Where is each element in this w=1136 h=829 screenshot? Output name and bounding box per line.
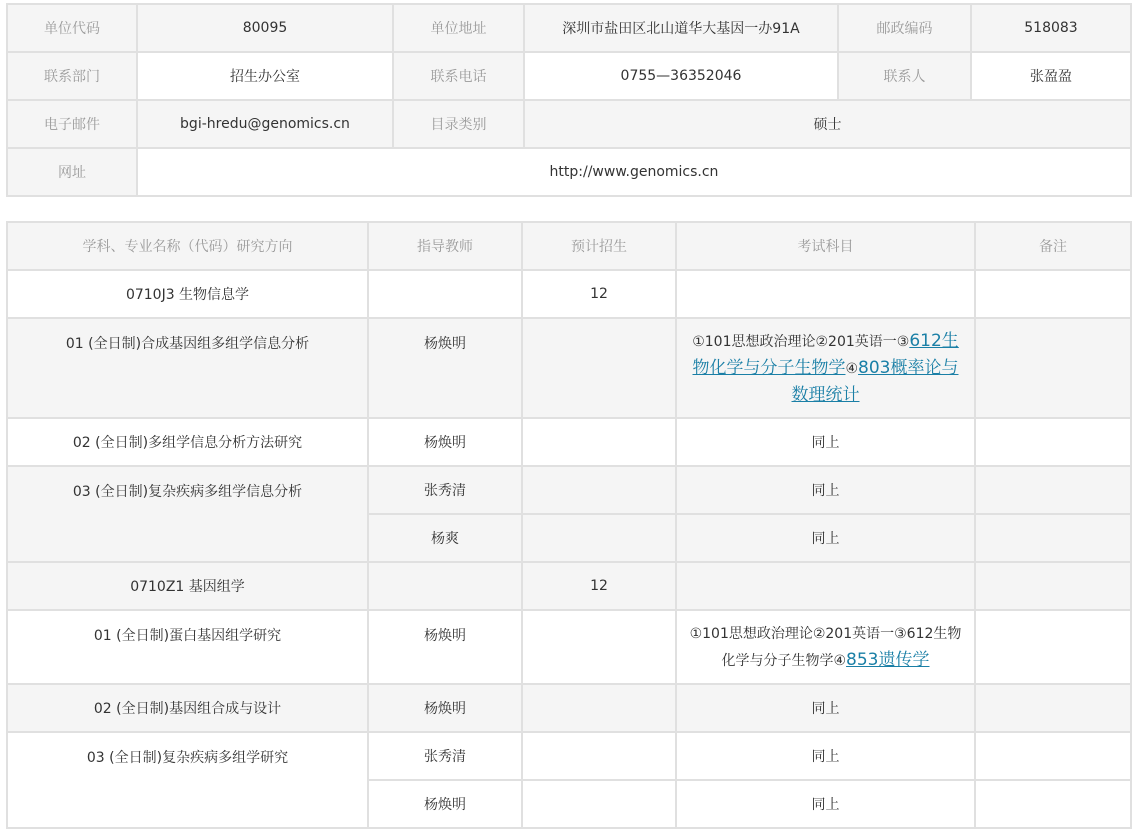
- email-label: 电子邮件: [7, 100, 137, 148]
- header-exam-subjects: 考试科目: [676, 222, 975, 270]
- notes-cell: [975, 514, 1131, 562]
- direction-name: 02 (全日制)多组学信息分析方法研究: [7, 418, 368, 466]
- email-value: bgi-hredu@genomics.cn: [137, 100, 393, 148]
- notes-cell: [975, 562, 1131, 610]
- header-enrollment: 预计招生: [522, 222, 676, 270]
- direction-row: [7, 684, 1131, 732]
- subjects-cell: [676, 270, 975, 318]
- teacher-cell: [368, 270, 522, 318]
- direction-row: [7, 466, 1131, 514]
- phone-value: 0755—36352046: [524, 52, 838, 100]
- teacher-name: 杨焕明: [368, 418, 522, 466]
- exam-subjects: [676, 318, 975, 418]
- info-row: [7, 52, 1131, 100]
- exam-subjects: 同上: [676, 418, 975, 466]
- subjects-text: ①101思想政治理论②201英语一③612生物化学与分子生物学④: [689, 625, 962, 669]
- subject-link-853[interactable]: 853遗传学: [846, 649, 930, 670]
- notes-cell: [975, 780, 1131, 828]
- enrollment-cell: [522, 466, 676, 514]
- info-row: [7, 4, 1131, 52]
- notes-cell: [975, 732, 1131, 780]
- dept-value: 招生办公室: [137, 52, 393, 100]
- notes-cell: [975, 466, 1131, 514]
- info-row: [7, 100, 1131, 148]
- unit-info-table: [6, 3, 1132, 197]
- enrollment-cell: [522, 780, 676, 828]
- notes-cell: [975, 270, 1131, 318]
- unit-code-value: 80095: [137, 4, 393, 52]
- direction-name: 02 (全日制)基因组合成与设计: [7, 684, 368, 732]
- enrollment-count: 12: [522, 562, 676, 610]
- header-major: 学科、专业名称（代码）研究方向: [7, 222, 368, 270]
- enrollment-cell: [522, 418, 676, 466]
- subject-link-803[interactable]: 803概率论与数理统计: [791, 357, 959, 405]
- subjects-text: ①101思想政治理论②201英语一③: [692, 333, 910, 350]
- enrollment-count: 12: [522, 270, 676, 318]
- postcode-value: 518083: [971, 4, 1131, 52]
- teacher-name: 杨爽: [368, 514, 522, 562]
- subjects-text: ④: [845, 360, 859, 377]
- teacher-name: 杨焕明: [368, 610, 522, 684]
- enrollment-cell: [522, 610, 676, 684]
- subjects-cell: [676, 562, 975, 610]
- enrollment-cell: [522, 684, 676, 732]
- exam-subjects: 同上: [676, 732, 975, 780]
- exam-subjects: 同上: [676, 514, 975, 562]
- exam-subjects: [676, 610, 975, 684]
- unit-code-label: 单位代码: [7, 4, 137, 52]
- category-label: 目录类别: [393, 100, 524, 148]
- website-value: http://www.genomics.cn: [137, 148, 1131, 196]
- major-row: [7, 562, 1131, 610]
- info-row: [7, 148, 1131, 196]
- teacher-cell: [368, 562, 522, 610]
- direction-row: [7, 418, 1131, 466]
- teacher-name: 杨焕明: [368, 780, 522, 828]
- subject-link-612[interactable]: 612生物化学与分子生物学: [692, 330, 959, 378]
- teacher-name: 杨焕明: [368, 318, 522, 418]
- catalog-header-row: [7, 222, 1131, 270]
- direction-name: 01 (全日制)蛋白基因组学研究: [7, 610, 368, 684]
- enrollment-cell: [522, 732, 676, 780]
- exam-subjects: 同上: [676, 780, 975, 828]
- direction-name: 03 (全日制)复杂疾病多组学研究: [7, 732, 368, 828]
- direction-name: 01 (全日制)合成基因组多组学信息分析: [7, 318, 368, 418]
- teacher-name: 张秀清: [368, 466, 522, 514]
- catalog-table: [6, 221, 1132, 829]
- major-name: 0710Z1 基因组学: [7, 562, 368, 610]
- category-value: 硕士: [524, 100, 1131, 148]
- enrollment-cell: [522, 514, 676, 562]
- teacher-name: 张秀清: [368, 732, 522, 780]
- teacher-name: 杨焕明: [368, 684, 522, 732]
- exam-subjects: 同上: [676, 466, 975, 514]
- direction-row: [7, 732, 1131, 780]
- notes-cell: [975, 418, 1131, 466]
- header-notes: 备注: [975, 222, 1131, 270]
- direction-row: [7, 610, 1131, 684]
- exam-subjects: 同上: [676, 684, 975, 732]
- direction-name: 03 (全日制)复杂疾病多组学信息分析: [7, 466, 368, 562]
- header-teacher: 指导教师: [368, 222, 522, 270]
- major-name: 0710J3 生物信息学: [7, 270, 368, 318]
- contact-value: 张盈盈: [971, 52, 1131, 100]
- notes-cell: [975, 684, 1131, 732]
- notes-cell: [975, 318, 1131, 418]
- address-value: 深圳市盐田区北山道华大基因一办91A: [524, 4, 838, 52]
- website-label: 网址: [7, 148, 137, 196]
- phone-label: 联系电话: [393, 52, 524, 100]
- notes-cell: [975, 610, 1131, 684]
- contact-label: 联系人: [838, 52, 971, 100]
- dept-label: 联系部门: [7, 52, 137, 100]
- enrollment-cell: [522, 318, 676, 418]
- address-label: 单位地址: [393, 4, 524, 52]
- postcode-label: 邮政编码: [838, 4, 971, 52]
- major-row: [7, 270, 1131, 318]
- direction-row: [7, 318, 1131, 418]
